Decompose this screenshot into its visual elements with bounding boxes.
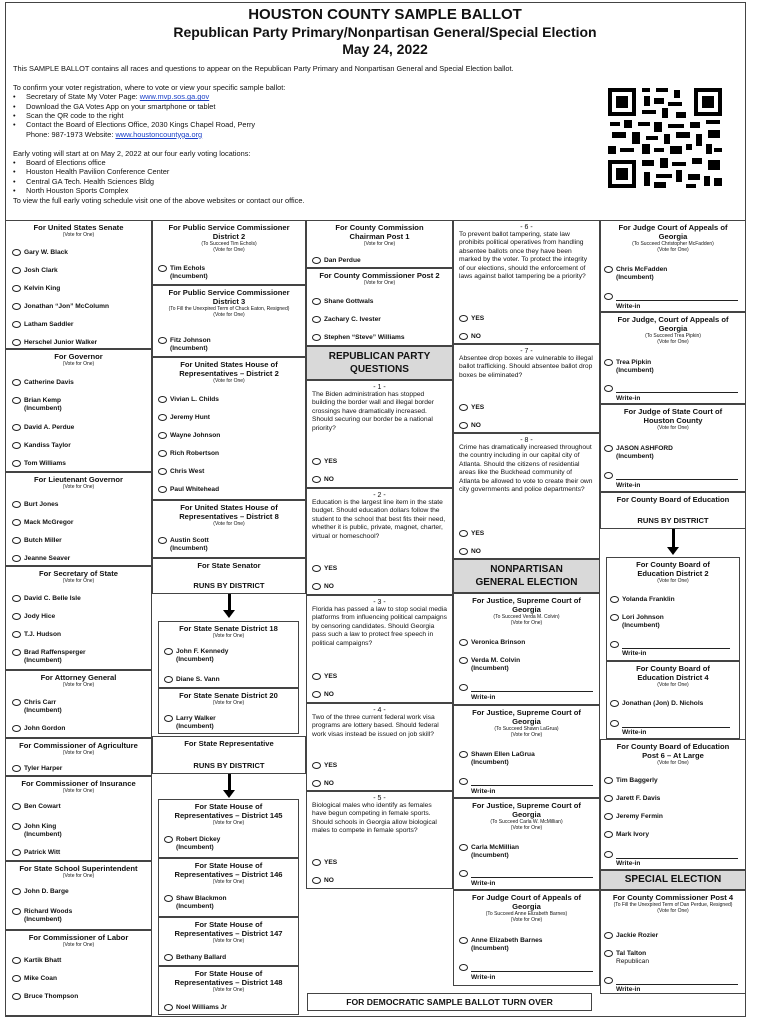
vote-oval[interactable] [12,339,21,346]
candidate-option[interactable]: David A. Perdue [12,424,74,432]
candidate-option[interactable]: Yolanda Franklin [610,596,675,604]
candidate-option[interactable]: John D. Barge [12,888,69,896]
vote-oval[interactable] [12,957,21,964]
candidate-option[interactable]: Mark Ivory [604,831,649,839]
candidate-option[interactable]: Mack McGregor [12,519,73,527]
vote-oval[interactable] [158,414,167,421]
write-in-line[interactable] [616,851,738,859]
question-2: - 2 - Education is the largest line item in the state budget. Should education dollars follow the student to the school that best fits their need, whether it is public, private, magnet, charter, virtual or homeschool? YES NO [306,488,453,595]
vote-oval[interactable] [12,803,21,810]
write-in-line[interactable] [616,977,738,985]
candidate-option[interactable]: Carla McMillian (Incumbent) [459,844,519,860]
vote-oval[interactable] [12,321,21,328]
candidate-option[interactable]: Bruce Thompson [12,993,78,1001]
candidate-option[interactable]: Stephen “Steve” Williams [312,334,405,342]
candidate-option[interactable]: Jonathan “Jon” McColumn [12,303,109,311]
vote-oval[interactable] [164,648,173,655]
candidate-option[interactable]: Chris McFadden (Incumbent) [604,266,667,282]
vote-oval[interactable] [12,379,21,386]
answer-option[interactable]: YES [312,762,337,770]
vote-oval[interactable] [158,486,167,493]
candidate-option[interactable]: Jackie Rozier [604,932,658,940]
vote-oval[interactable] [604,950,613,957]
write-in-line[interactable] [616,293,738,301]
question-7: - 7 - Absentee drop boxes are vulnerable to illegal ballot trafficking. Should absentee ballot drop boxes be eliminated? YES NO [453,344,600,433]
race-attorney-general: For Attorney General (Vote for One) Chris Carr (Incumbent) John Gordon [5,670,152,738]
vote-oval[interactable] [164,836,173,843]
runs-by-district-label: RUNS BY DISTRICT [193,761,265,770]
race-supreme-court-mcmillian: For Justice, Supreme Court of Georgia (To Succeed Carla W. McMillian) (Vote for One) Carla McMillian (Incumbent) Write-in [453,798,600,890]
vote-oval[interactable] [459,844,468,851]
answer-option[interactable]: YES [312,565,337,573]
race-state-senate-district-20: For State Senate District 20 (Vote for One) Larry Walker (Incumbent) [158,688,299,734]
answer-option[interactable]: YES [312,859,337,867]
vote-oval[interactable] [164,895,173,902]
candidate-option[interactable]: Larry Walker (Incumbent) [164,715,216,731]
race-court-of-appeals-barnes: For Judge Court of Appeals of Georgia (To Succeed Anne Elizabeth Barnes) (Vote for One) Anne Elizabeth Barnes (Incumbent) Write-in [453,890,600,986]
vote-oval[interactable] [459,548,468,555]
candidate-option[interactable]: Shane Gottwals [312,298,373,306]
write-in-line[interactable] [471,778,593,786]
list-item: • Board of Elections office [13,158,603,167]
answer-option[interactable]: YES [459,530,484,538]
race-state-senate-district-18: For State Senate District 18 (Vote for One) John F. Kennedy (Incumbent) Diane S. Vann [158,621,299,688]
vote-oval[interactable] [610,720,619,727]
candidate-option[interactable]: Latham Saddler [12,321,73,329]
vote-oval[interactable] [12,303,21,310]
vote-oval[interactable] [604,813,613,820]
vote-oval[interactable] [459,315,468,322]
vote-oval[interactable] [604,831,613,838]
vote-oval[interactable] [164,1004,173,1011]
race-governor: For Governor (Vote for One) Catherine Davis Brian Kemp (Incumbent) David A. Perdue Kandiss Taylor Tom Williams [5,349,152,472]
vote-oval[interactable] [158,537,167,544]
candidate-option[interactable]: Jeanne Seaver [12,555,70,563]
candidate-option[interactable]: Catherine Davis [12,379,74,387]
vote-oval[interactable] [158,265,167,272]
vote-oval[interactable] [604,445,613,452]
vote-oval[interactable] [12,285,21,292]
race-county-commission-chairman: For County Commission Chairman Post 1 (Vote for One) Dan Perdue [306,220,453,268]
candidate-option[interactable]: Anne Elizabeth Barnes (Incumbent) [459,937,542,953]
vote-oval[interactable] [312,691,321,698]
ballot-title: HOUSTON COUNTY SAMPLE BALLOT [248,6,522,23]
intro-paragraph: To confirm your voter registration, where to vote or view your specific sample ballot: [13,82,286,92]
write-in-line[interactable] [471,964,593,972]
candidate-option[interactable]: Jonathan (Jon) D. Nichols [610,700,703,708]
vote-oval[interactable] [604,851,613,858]
vote-oval[interactable] [312,316,321,323]
candidate-option[interactable]: Diane S. Vann [164,676,220,684]
vote-oval[interactable] [12,442,21,449]
vote-oval[interactable] [312,583,321,590]
list-item: • Download the GA Votes App on your smartphone or tablet [13,102,603,111]
candidate-option[interactable]: Shaw Blackmon (Incumbent) [164,895,227,911]
vote-oval[interactable] [604,795,613,802]
candidate-option[interactable]: JASON ASHFORD (Incumbent) [604,445,673,461]
race-commissioner-insurance: For Commissioner of Insurance (Vote for One) Ben Cowart John King (Incumbent) Patrick Witt [5,776,152,861]
write-in-line[interactable] [471,870,593,878]
vote-oval[interactable] [459,639,468,646]
candidate-option[interactable]: Lori Johnson (Incumbent) [610,614,664,630]
vote-oval[interactable] [12,699,21,706]
question-8: - 8 - Crime has dramatically increased throughout the country including in our capital city of Atlanta. Should the citizens of residential areas like the Buckhead community of Atlanta be allowed to vote to create their own city governments and police departments? YES NO [453,433,600,559]
race-state-house-145: For State House of Representatives – District 145 (Vote for One) Robert Dickey (Incumbent) [158,799,299,858]
vote-oval[interactable] [459,657,468,664]
write-in-line[interactable] [471,684,593,692]
vote-oval[interactable] [164,954,173,961]
answer-option[interactable]: YES [312,458,337,466]
candidate-option[interactable]: John Gordon [12,725,65,733]
vote-oval[interactable] [12,460,21,467]
candidate-option[interactable]: Tim Baggerly [604,777,658,785]
candidate-option[interactable]: Butch Miller [12,537,62,545]
race-supreme-court-lagrua: For Justice, Supreme Court of Georgia (To Succeed Shawn LaGrua) (Vote for One) Shawn Ellen LaGrua (Incumbent) Write-in [453,705,600,798]
list-item: • North Houston Sports Complex [13,186,603,195]
answer-option[interactable]: NO [312,780,334,788]
question-6: - 6 - To prevent ballot tampering, state law prohibits political operatives from handling absentee ballots once they have been marked by the voter. To protect the integrity of our elections, should the enforcement of laws against ballot tampering be a priority? YES NO [453,220,600,344]
vote-oval[interactable] [604,385,613,392]
candidate-option[interactable]: Tal Talton Republican [604,950,649,966]
question-1: - 1 - The Biden administration has stopped building the border wall and illegal border crossings have dramatically increased. Should securing our border be a national priority? YES NO [306,380,453,488]
question-4: - 4 - Two of the three current federal work visa programs are lottery based. Should federal work visas instead be issued on job skill? YES NO [306,703,453,791]
answer-option[interactable]: NO [312,476,334,484]
race-boe-post-6-at-large: For County Board of Education Post 6 – At Large (Vote for One) Tim Baggerly Jarett F. Davis Jeremy Fermin Mark Ivory Write-in [600,739,746,870]
vote-oval[interactable] [158,432,167,439]
candidate-option[interactable]: Paul Whitehead [158,486,219,494]
race-state-house-147: For State House of Representatives – District 147 (Vote for One) Bethany Ballard [158,917,299,966]
list-item: • Houston Health Pavilion Conference Center [13,167,603,176]
vote-oval[interactable] [12,849,21,856]
turn-over-notice: FOR DEMOCRATIC SAMPLE BALLOT TURN OVER [307,993,592,1011]
answer-option[interactable]: NO [312,877,334,885]
vote-oval[interactable] [459,870,468,877]
vote-oval[interactable] [12,993,21,1000]
vote-oval[interactable] [12,249,21,256]
list-item: • Contact the Board of Elections Office, 2030 Kings Chapel Road, Perry Phone: 987-1973 Website: www.houstoncountyga.org [13,120,603,139]
candidate-option[interactable]: Vivian L. Childs [158,396,219,404]
vote-oval[interactable] [312,565,321,572]
list-item: • Secretary of State My Voter Page: www.mvp.sos.ga.gov [13,92,603,101]
race-county-commissioner-post-4: For County Commissioner Post 4 (To Fill the Unexpired Term of Dan Perdue, Resigned) (Vote for One) Jackie Rozier Tal Talton Republican Write-in [600,890,746,994]
candidate-option[interactable]: Chris Carr (Incumbent) [12,699,62,715]
race-us-house-district-8: For United States House of Representatives – District 8 (Vote for One) Austin Scott (Incumbent) [152,500,306,558]
mvp-link[interactable]: www.mvp.sos.ga.gov [139,92,210,102]
write-in-line[interactable] [622,720,730,728]
race-psc-district-2: For Public Service Commissioner District 2 (To Succeed Tim Echols) (Vote for One) Tim Echols (Incumbent) [152,220,306,285]
vote-oval[interactable] [459,751,468,758]
answer-option[interactable]: NO [459,422,481,430]
vote-oval[interactable] [12,908,21,915]
vote-oval[interactable] [604,977,613,984]
vote-oval[interactable] [610,596,619,603]
vote-oval[interactable] [312,780,321,787]
candidate-option[interactable]: Jody Hice [12,613,55,621]
race-commissioner-labor: For Commissioner of Labor (Vote for One) Kartik Bhatt Mike Coan Bruce Thompson [5,930,152,1016]
candidate-option[interactable]: Herschel Junior Walker [12,339,97,347]
candidate-option[interactable]: Dan Perdue [312,257,361,265]
candidate-option[interactable]: Tim Echols (Incumbent) [158,265,208,281]
vote-oval[interactable] [459,404,468,411]
race-boe-district-2: For County Board of Education District 2 (Vote for One) Yolanda Franklin Lori Johnson (Incumbent) Write-in [606,557,740,661]
vote-oval[interactable] [312,298,321,305]
candidate-option[interactable]: Richard Woods (Incumbent) [12,908,72,924]
candidate-option[interactable]: Robert Dickey (Incumbent) [164,836,220,852]
vote-oval[interactable] [158,450,167,457]
vote-oval[interactable] [459,937,468,944]
vote-oval[interactable] [164,676,173,683]
vote-oval[interactable] [158,337,167,344]
vote-oval[interactable] [12,765,21,772]
race-county-commissioner-post-2: For County Commissioner Post 2 (Vote for One) Shane Gottwals Zachary C. Ivester Stephen “Steve” Williams [306,268,453,346]
vote-oval[interactable] [604,293,613,300]
candidate-option[interactable]: Veronica Brinson [459,639,525,647]
vote-oval[interactable] [158,396,167,403]
runs-by-district-label: RUNS BY DISTRICT [193,581,265,590]
vote-oval[interactable] [12,888,21,895]
race-state-house-146: For State House of Representatives – District 146 (Vote for One) Shaw Blackmon (Incumbent) [158,858,299,917]
race-state-house-148: For State House of Representatives – District 148 (Vote for One) Noel Williams Jr [158,966,299,1015]
candidate-option[interactable]: Josh Clark [12,267,58,275]
question-5: - 5 - Biological males who identify as females have begun competing in female sports. Should schools in Georgia allow biological males to compete in female sports? YES NO [306,791,453,889]
race-county-board-of-education: For County Board of Education RUNS BY DISTRICT [600,492,746,529]
race-us-senate: For United States Senate (Vote for One) Gary W. Black Josh Clark Kelvin King Jonathan “Jon” McColumn Latham Saddler Herschel Junior Walker [5,220,152,349]
candidate-option[interactable]: Shawn Ellen LaGrua (Incumbent) [459,751,535,767]
race-state-senator: For State Senator RUNS BY DISTRICT [152,558,306,594]
candidate-option[interactable]: Patrick Witt [12,849,60,857]
write-in-line[interactable] [622,641,730,649]
candidate-option[interactable]: Trea Pipkin (Incumbent) [604,359,654,375]
republican-questions-header: REPUBLICAN PARTY QUESTIONS [306,346,453,380]
candidate-option[interactable]: Kelvin King [12,285,60,293]
candidate-option[interactable]: Fitz Johnson (Incumbent) [158,337,211,353]
vote-oval[interactable] [610,614,619,621]
candidate-option[interactable]: Gary W. Black [12,249,68,257]
vote-oval[interactable] [12,424,21,431]
vote-oval[interactable] [312,762,321,769]
list-item: • Scan the QR code to the right [13,111,603,120]
vote-oval[interactable] [12,725,21,732]
candidate-option[interactable]: Jeremy Fermin [604,813,663,821]
runs-by-district-label: RUNS BY DISTRICT [637,516,709,525]
candidate-option[interactable]: David C. Belle Isle [12,595,81,603]
candidate-option[interactable]: Verda M. Colvin (Incumbent) [459,657,520,673]
vote-oval[interactable] [459,684,468,691]
vote-oval[interactable] [604,359,613,366]
vote-oval[interactable] [610,641,619,648]
race-state-representative: For State Representative RUNS BY DISTRICT [152,736,306,774]
vote-oval[interactable] [12,613,21,620]
vote-oval[interactable] [459,422,468,429]
vote-oval[interactable] [164,715,173,722]
race-commissioner-agriculture: For Commissioner of Agriculture (Vote for One) Tyler Harper [5,738,152,776]
vote-oval[interactable] [604,472,613,479]
candidate-option[interactable]: Tyler Harper [12,765,62,773]
answer-option[interactable]: NO [459,548,481,556]
write-in-line[interactable] [616,472,738,480]
vote-oval[interactable] [312,476,321,483]
vote-oval[interactable] [158,468,167,475]
qr-code-icon [606,86,724,190]
ballot-date: May 24, 2022 [342,41,428,57]
race-state-court-houston: For Judge of State Court of Houston County (Vote for One) JASON ASHFORD (Incumbent) Write-in [600,404,746,492]
intro-paragraph: This SAMPLE BALLOT contains all races and questions to appear on the Republican Party Primary and Nonpartisan General and Special Election ballot. [13,64,514,73]
answer-option[interactable]: NO [312,583,334,591]
vote-oval[interactable] [312,458,321,465]
vote-oval[interactable] [459,333,468,340]
race-secretary-of-state: For Secretary of State (Vote for One) David C. Belle Isle Jody Hice T.J. Hudson Brad Raffensperger (Incumbent) [5,566,152,670]
vote-oval[interactable] [312,257,321,264]
candidate-option[interactable]: Austin Scott (Incumbent) [158,537,209,553]
vote-oval[interactable] [459,530,468,537]
race-us-house-district-2: For United States House of Representatives – District 2 (Vote for One) Vivian L. Childs Jeremy Hunt Wayne Johnson Rich Robertson Chris West Paul Whitehead [152,357,306,500]
vote-oval[interactable] [312,877,321,884]
vote-oval[interactable] [12,631,21,638]
candidate-option[interactable]: Kandiss Taylor [12,442,71,450]
question-3: - 3 - Florida has passed a law to stop social media platforms from influencing political campaigns by censoring candidates. Should Georgia pass such a law to protect free speech in political campaigns? YES NO [306,595,453,703]
vote-oval[interactable] [312,859,321,866]
race-psc-district-3: For Public Service Commissioner District 3 (To Fill the Unexpired Term of Chuck Eaton, Resigned) (Vote for One) Fitz Johnson (Incumbent) [152,285,306,357]
candidate-option[interactable]: Noel Williams Jr [164,1004,227,1012]
vote-oval[interactable] [12,397,21,404]
answer-option[interactable]: NO [459,333,481,341]
candidate-option[interactable]: Kartik Bhatt [12,957,61,965]
candidate-option[interactable]: Zachary C. Ivester [312,316,381,324]
race-court-of-appeals-pipkin: For Judge, Court of Appeals of Georgia (To Succeed Trea Pipkin) (Vote for One) Trea Pipkin (Incumbent) Write-in [600,312,746,404]
vote-oval[interactable] [604,266,613,273]
vote-oval[interactable] [459,778,468,785]
county-website-link[interactable]: www.houstoncountyga.org [115,129,203,139]
vote-oval[interactable] [459,964,468,971]
vote-oval[interactable] [312,673,321,680]
vote-oval[interactable] [12,595,21,602]
candidate-option[interactable]: Rich Robertson [158,450,219,458]
intro-paragraph: To view the full early voting schedule visit one of the above websites or contact our office. [13,195,305,205]
candidate-option[interactable]: Ben Cowart [12,803,61,811]
candidate-option[interactable]: Burt Jones [12,501,58,509]
vote-oval[interactable] [12,537,21,544]
list-item: • Central GA Tech. Health Sciences Bldg [13,177,603,186]
race-lt-governor: For Lieutenant Governor (Vote for One) Burt Jones Mack McGregor Butch Miller Jeanne Seaver [5,472,152,566]
vote-oval[interactable] [12,519,21,526]
answer-option[interactable]: YES [312,673,337,681]
registration-list [13,92,603,139]
candidate-option[interactable]: John F. Kennedy (Incumbent) [164,648,228,664]
candidate-option[interactable]: Chris West [158,468,204,476]
candidate-option[interactable]: Brad Raffensperger (Incumbent) [12,649,86,665]
race-boe-district-4: For County Board of Education District 4 (Vote for One) Jonathan (Jon) D. Nichols Write-in [606,661,740,739]
vote-oval[interactable] [12,267,21,274]
answer-option[interactable]: YES [459,315,484,323]
vote-oval[interactable] [12,975,21,982]
race-school-superintendent: For State School Superintendent (Vote for One) John D. Barge Richard Woods (Incumbent) [5,861,152,930]
ballot-subtitle: Republican Party Primary/Nonpartisan General/Special Election [173,24,597,40]
special-election-header: SPECIAL ELECTION [600,870,746,890]
vote-oval[interactable] [312,334,321,341]
candidate-option[interactable]: Jarett F. Davis [604,795,660,803]
candidate-option[interactable]: John King (Incumbent) [12,823,62,839]
race-court-of-appeals-mcfadden: For Judge Court of Appeals of Georgia (To Succeed Christopher McFadden) (Vote for One) Chris McFadden (Incumbent) Write-in [600,220,746,312]
vote-oval[interactable] [604,932,613,939]
vote-oval[interactable] [12,555,21,562]
nonpartisan-header: NONPARTISAN GENERAL ELECTION [453,559,600,593]
vote-oval[interactable] [604,777,613,784]
intro-paragraph: Early voting will start at on May 2, 2022 at our four early voting locations: [13,148,251,158]
candidate-option[interactable]: Tom Williams [12,460,66,468]
race-supreme-court-colvin: For Justice, Supreme Court of Georgia (To Succeed Verda M. Colvin) (Vote for One) Veronica Brinson Verda M. Colvin (Incumbent) Write-in [453,593,600,705]
vote-oval[interactable] [610,700,619,707]
candidate-option[interactable]: Jeremy Hunt [158,414,210,422]
candidate-option[interactable]: Bethany Ballard [164,954,226,962]
answer-option[interactable]: NO [312,691,334,699]
vote-oval[interactable] [12,501,21,508]
candidate-option[interactable]: Brian Kemp (Incumbent) [12,397,62,413]
early-voting-list [13,158,603,196]
answer-option[interactable]: YES [459,404,484,412]
vote-oval[interactable] [12,823,21,830]
write-in-line[interactable] [616,385,738,393]
candidate-option[interactable]: Mike Coan [12,975,57,983]
candidate-option[interactable]: Wayne Johnson [158,432,220,440]
vote-oval[interactable] [12,649,21,656]
candidate-option[interactable]: T.J. Hudson [12,631,61,639]
intro-section [13,64,603,205]
